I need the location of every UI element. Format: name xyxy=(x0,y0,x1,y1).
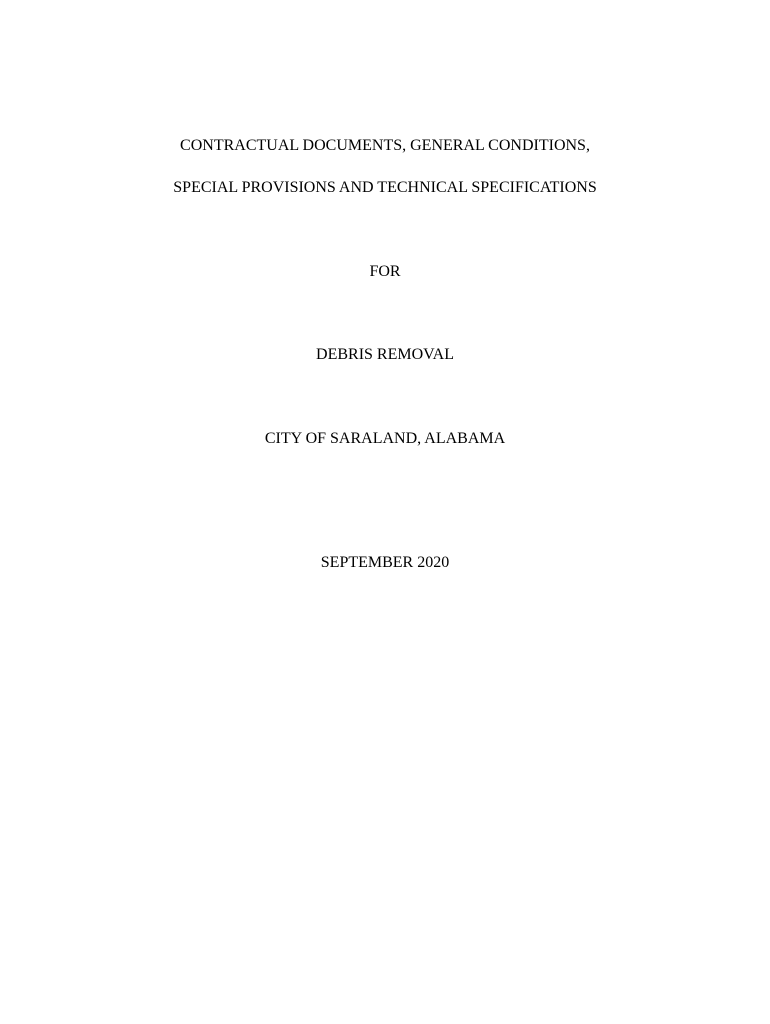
document-date: SEPTEMBER 2020 xyxy=(320,554,450,571)
title-line-1: CONTRACTUAL DOCUMENTS, GENERAL CONDITIONS, xyxy=(180,137,590,154)
owner-name: CITY OF SARALAND, ALABAMA xyxy=(264,430,506,447)
for-label: FOR xyxy=(369,263,401,280)
title-line-2: SPECIAL PROVISIONS AND TECHNICAL SPECIFICATIONS xyxy=(173,179,597,196)
project-name: DEBRIS REMOVAL xyxy=(316,346,454,363)
